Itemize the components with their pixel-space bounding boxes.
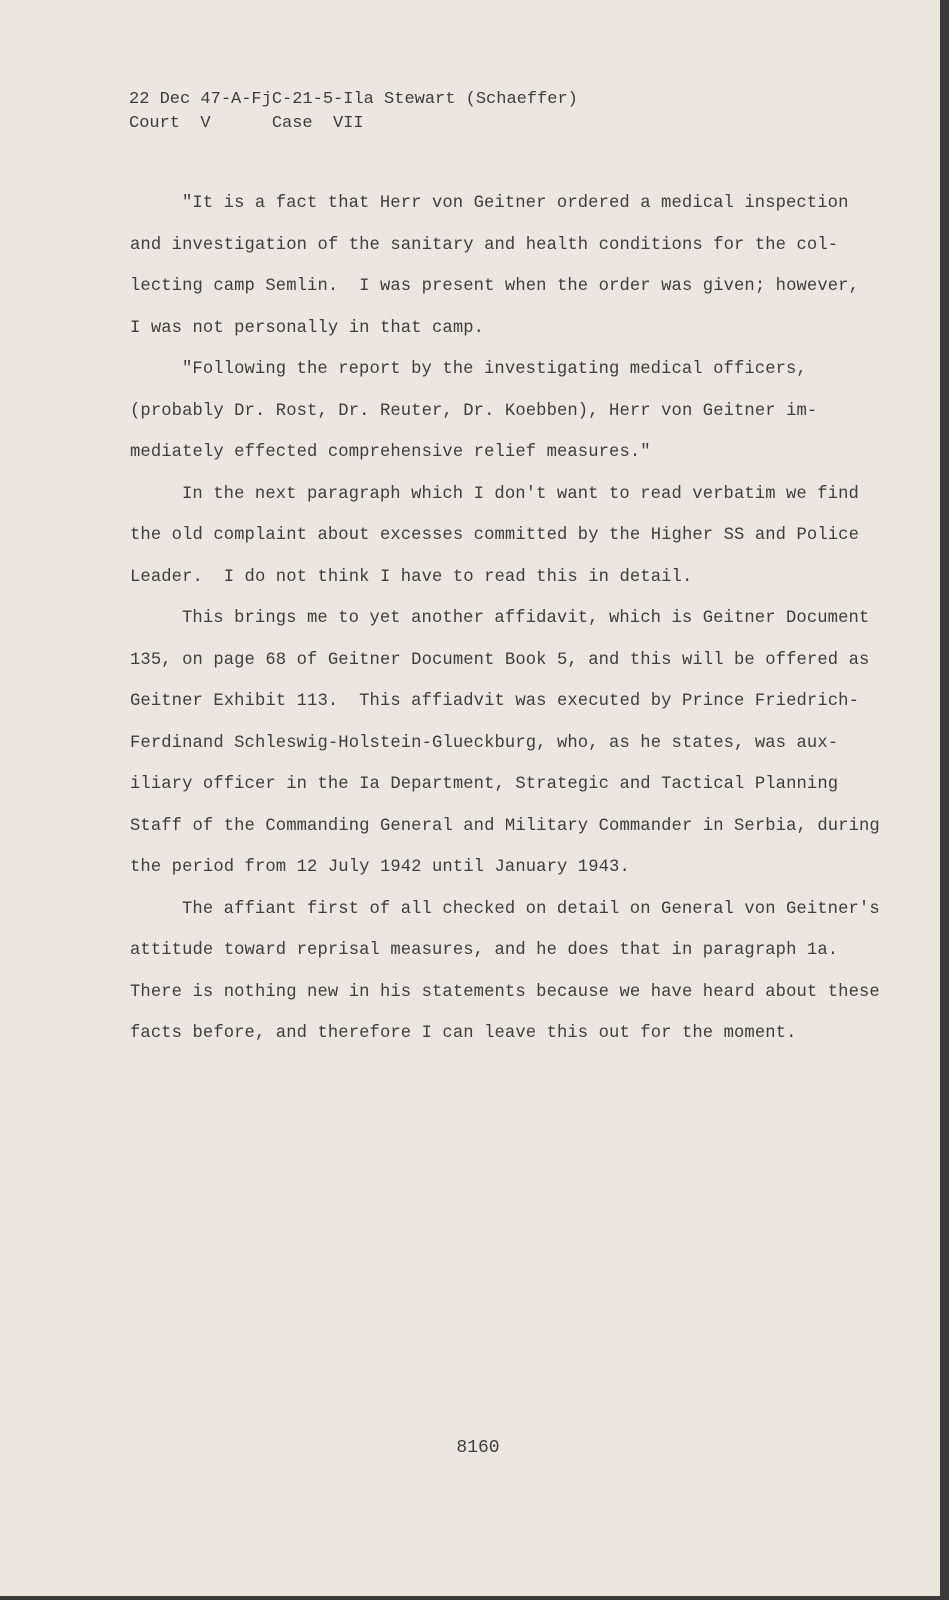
paragraph-4-line-4: Ferdinand Schleswig-Holstein-Glueckburg, who, as he states, was aux- (130, 733, 839, 753)
document-header (129, 88, 578, 136)
header-court-case-line: Court V Case VII (129, 114, 364, 133)
paragraph-2-line-2: (probably Dr. Rost, Dr. Reuter, Dr. Koebben), Herr von Geitner im- (130, 401, 818, 421)
scan-edge-right (940, 0, 949, 1600)
scan-edge-bottom (0, 1596, 949, 1600)
paragraph-3-line-1: In the next paragraph which I don't want to read verbatim we find (182, 484, 859, 504)
paragraph-2-line-1: "Following the report by the investigating medical officers, (182, 360, 807, 379)
paragraph-4-line-1: This brings me to yet another affidavit, which is Geitner Document (182, 609, 870, 628)
paragraph-3-line-3: Leader. I do not think I have to read this in detail. (130, 567, 693, 587)
paragraph-1-line-2: and investigation of the sanitary and health conditions for the col- (130, 235, 839, 255)
paragraph-4-line-2: 135, on page 68 of Geitner Document Book 5, and this will be offered as (130, 650, 870, 670)
paragraph-5-line-3: There is nothing new in his statements because we have heard about these (130, 982, 880, 1002)
paragraph-5-line-1: The affiant first of all checked on detail on General von Geitner's (182, 899, 880, 919)
paragraph-1-line-3: lecting camp Semlin. I was present when the order was given; however, (130, 277, 859, 296)
paragraph-4-line-5: iliary officer in the Ia Department, Strategic and Tactical Planning (130, 775, 839, 794)
paragraph-4-line-3: Geitner Exhibit 113. This affiadvit was executed by Prince Friedrich- (130, 692, 859, 711)
header-reference-line: 22 Dec 47-A-FjC-21-5-Ila Stewart (Schaeffer) (129, 90, 578, 109)
transcript-body (130, 183, 880, 1055)
paragraph-5-line-2: attitude toward reprisal measures, and he does that in paragraph 1a. (130, 941, 839, 960)
paragraph-1-line-1: "It is a fact that Herr von Geitner ordered a medical inspection (182, 194, 849, 213)
paragraph-5-line-4: facts before, and therefore I can leave this out for the moment. (130, 1024, 797, 1043)
paragraph-1-line-4: I was not personally in that camp. (130, 318, 485, 338)
paragraph-4-line-6: Staff of the Commanding General and Military Commander in Serbia, during (130, 816, 880, 836)
page-number: 8160 (456, 1438, 500, 1458)
paragraph-2-line-3: mediately effected comprehensive relief measures." (130, 443, 651, 462)
paragraph-4-line-7: the period from 12 July 1942 until January 1943. (130, 858, 630, 877)
paragraph-3-line-2: the old complaint about excesses committed by the Higher SS and Police (130, 526, 859, 545)
